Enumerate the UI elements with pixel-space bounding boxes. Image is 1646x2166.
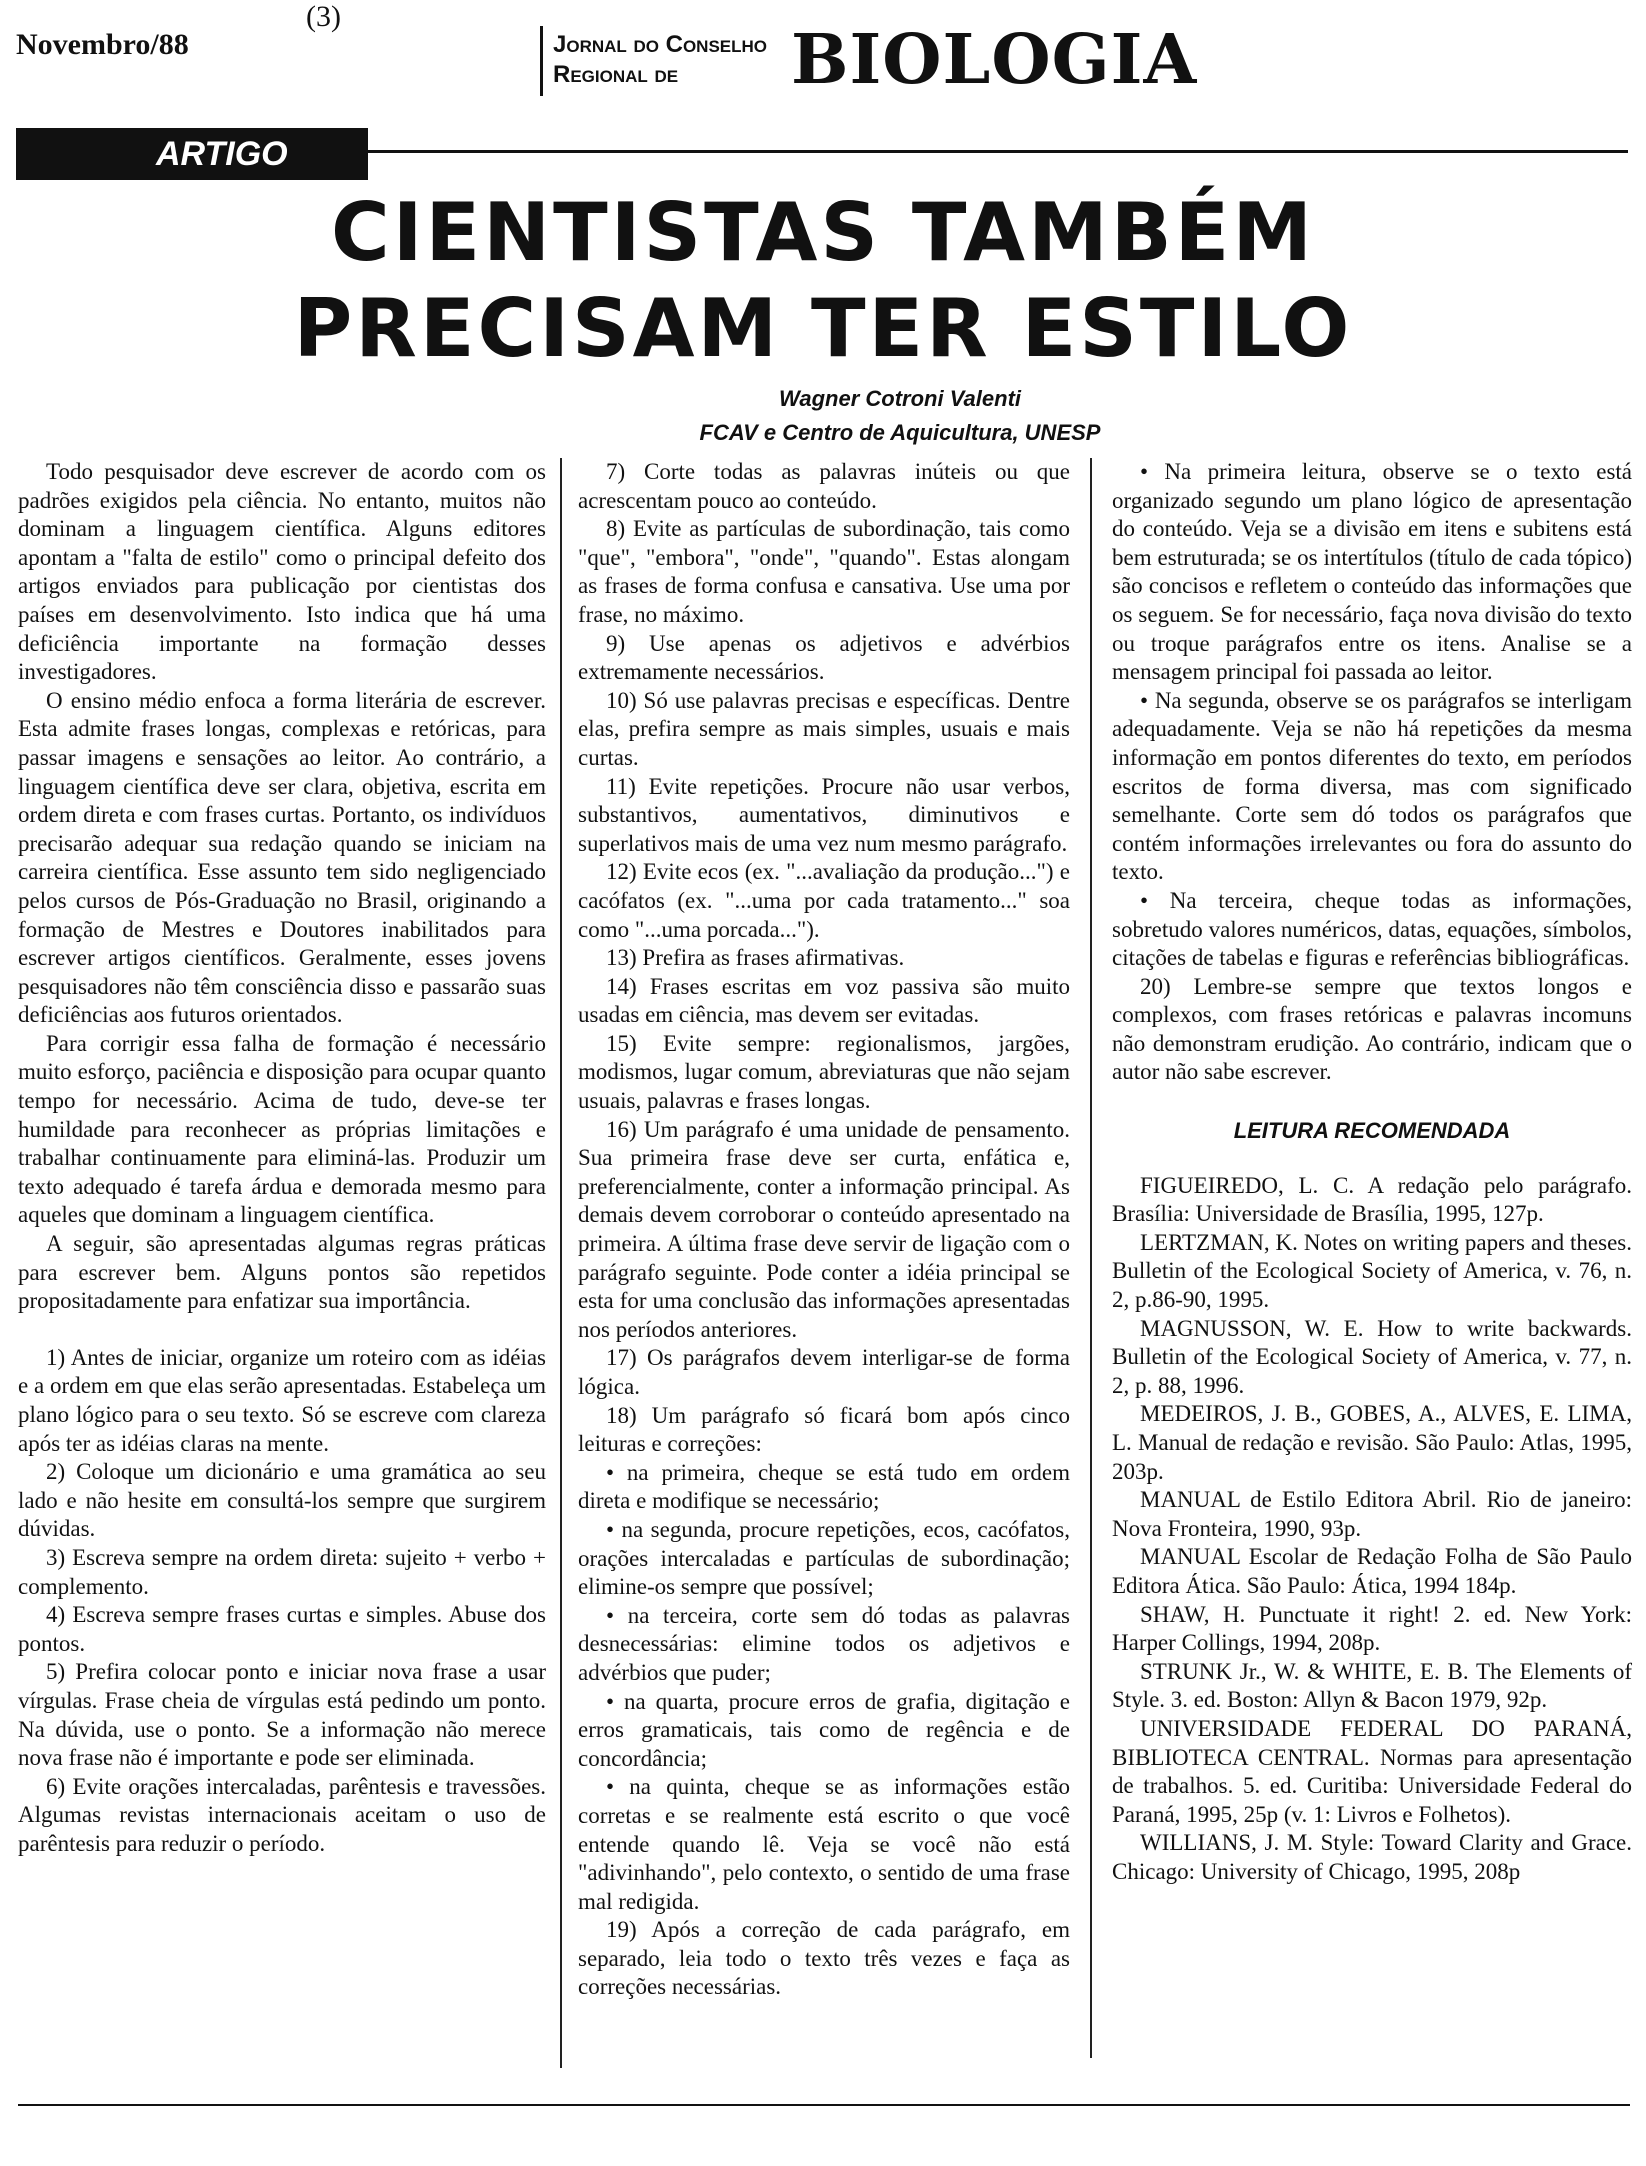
column-divider xyxy=(560,458,562,2068)
reference-item: UNIVERSIDADE FEDERAL DO PARANÁ, BIBLIOTECA CENTRAL. Normas para apresentação de trabalhos. 5. ed. Curitiba: Universidade Federal do Paraná, 1995, 25p (v. 1: Livros e Folhetos). xyxy=(1112,1715,1632,1827)
rule-item: 18) Um parágrafo só ficará bom após cinco leituras e correções: xyxy=(578,1402,1070,1457)
rule-item: 12) Evite ecos (ex. "...avaliação da produção...") e cacófatos (ex. "...uma por cada tratamento..." soa como "...uma porcada..."). xyxy=(578,859,1070,942)
rule-item: 10) Só use palavras precisas e específicas. Dentre elas, prefira sempre as mais simples, usuais e mais curtas. xyxy=(578,687,1070,770)
paragraph: Para corrigir essa falha de formação é necessário muito esforço, paciência e disposição para ocupar quanto tempo for necessário. Acima de tudo, deve-se ter humildade para reconhecer as próprias limitações e trabalhar continuamente para eliminá-las. Produzir um texto adequado é tarefa árdua e demorada mesmo para aqueles que dominam a linguagem científica. xyxy=(18,1030,546,1228)
masthead xyxy=(540,20,1198,100)
rule-item: 2) Coloque um dicionário e uma gramática ao seu lado e não hesite em consultá-los sempre que surgirem dúvidas. xyxy=(18,1459,546,1542)
rule-item: 3) Escreva sempre na ordem direta: sujeito + verbo + complemento. xyxy=(18,1544,546,1599)
bullet-item: • na quarta, procure erros de grafia, digitação e erros gramaticais, tais como de regência e de concordância; xyxy=(578,1688,1070,1771)
bullet-item: • Na primeira leitura, observe se o texto está organizado segundo um plano lógico de apresentação do conteúdo. Veja se a divisão em itens e subitens está bem estruturada; se os intertítulos (título de cada tópico) são concisos e refletem o conteúdo das informações que os seguem. Se for necessário, faça nova divisão do texto ou troque parágrafos entre os itens. Analise se a mensagem principal foi passada ao leitor. xyxy=(1112,459,1632,685)
issue-date: Novembro/88 xyxy=(16,28,189,61)
bullet-item: • na primeira, cheque se está tudo em ordem direta e modifique se necessário; xyxy=(578,1459,1070,1514)
reference-item: FIGUEIREDO, L. C. A redação pelo parágrafo. Brasília: Universidade de Brasília, 1995, 127p. xyxy=(1112,1172,1632,1227)
reference-item: WILLIANS, J. M. Style: Toward Clarity and Grace. Chicago: University of Chicago, 1995, 208p xyxy=(1112,1830,1632,1884)
bullet-item: • na terceira, corte sem dó todas as palavras desnecessárias: elimine todos os adjetivos e advérbios que puder; xyxy=(578,1602,1070,1685)
rule-item: 4) Escreva sempre frases curtas e simples. Abuse dos pontos. xyxy=(18,1602,546,1656)
rule-item: 14) Frases escritas em voz passiva são muito usadas em ciência, mas devem ser evitadas. xyxy=(578,973,1070,1028)
reference-item: MAGNUSSON, W. E. How to write backwards. Bulletin of the Ecological Society of America, v. 77, n. 2, p. 88, 1996. xyxy=(1112,1315,1632,1398)
rule-item: 17) Os parágrafos devem interligar-se de forma lógica. xyxy=(578,1345,1070,1399)
paragraph: O ensino médio enfoca a forma literária de escrever. Esta admite frases longas, complexas e retóricas, para passar imagens e sensações ao leitor. Ao contrário, a linguagem científica deve ser clara, objetiva, escrita em ordem direta e com frases curtas. Portanto, os indivíduos precisarão adequar sua redação quando se iniciam na carreira científica. Esse assunto tem sido negligenciado pelos cursos de Pós-Graduação no Brasil, originando a formação de Mestres e Doutores inabilitados para escrever artigos científicos. Geralmente, esses jovens pesquisadores não têm consciência disso e passarão suas deficiências aos futuros orientados. xyxy=(18,687,546,1028)
reference-item: LERTZMAN, K. Notes on writing papers and theses. Bulletin of the Ecological Society of America, v. 76, n. 2, p.86-90, 1995. xyxy=(1112,1229,1632,1313)
rule-item: 13) Prefira as frases afirmativas. xyxy=(606,945,905,971)
article-headline xyxy=(0,185,1646,377)
rule-item: 20) Lembre-se sempre que textos longos e complexos, com frases retóricas e palavras incomuns não demonstram erudição. Ao contrário, indicam que o autor não sabe escrever. xyxy=(1112,973,1632,1085)
reference-item: STRUNK Jr., W. & WHITE, E. B. The Elements of Style. 3. ed. Boston: Allyn & Bacon 1979, 92p. xyxy=(1112,1658,1632,1713)
column-3 xyxy=(1112,458,1632,1887)
reference-item: SHAW, H. Punctuate it right! 2. ed. New York: Harper Collings, 1994, 208p. xyxy=(1112,1601,1632,1656)
paragraph: A seguir, são apresentadas algumas regras práticas para escrever bem. Alguns pontos são repetidos propositadamente para enfatizar sua importância. xyxy=(18,1231,546,1314)
rule-item: 19) Após a correção de cada parágrafo, em separado, leia todo o texto três vezes e faça as correções necessárias. xyxy=(578,1917,1070,2000)
reference-item: MANUAL de Estilo Editora Abril. Rio de janeiro: Nova Fronteira, 1990, 93p. xyxy=(1112,1487,1632,1541)
author-affiliation: FCAV e Centro de Aquicultura, UNESP xyxy=(699,420,1101,445)
bullet-item: • na segunda, procure repetições, ecos, cacófatos, orações intercaladas e partículas de subordinação; elimine-os sempre que possível; xyxy=(578,1516,1070,1600)
reference-item: MEDEIROS, J. B., GOBES, A., ALVES, E. LIMA, L. Manual de redação e revisão. São Paulo: Atlas, 1995, 203p. xyxy=(1112,1401,1632,1484)
bullet-item: • Na segunda, observe se os parágrafos se interligam adequadamente. Veja se não há repetições da mesma informação em pontos diferentes do texto, em períodos escritos de forma diversa, mas com significado semelhante. Corte sem dó todos os parágrafos que contém informações irrelevantes ou fora do assunto do texto. xyxy=(1112,687,1632,885)
headline-line-2: PRECISAM TER ESTILO xyxy=(293,282,1353,375)
bullet-item: • Na terceira, cheque todas as informações, sobretudo valores numéricos, datas, equações, símbolos, citações de tabelas e figuras e referências bibliográficas. xyxy=(1112,887,1632,971)
author-name: Wagner Cotroni Valenti xyxy=(778,386,1022,411)
column-1 xyxy=(18,458,546,1859)
rule-item: 11) Evite repetições. Procure não usar verbos, substantivos, aumentativos, diminutivos e superlativos mais de uma vez num mesmo parágrafo. xyxy=(578,773,1070,856)
rule-item: 15) Evite sempre: regionalismos, jargões, modismos, lugar comum, abreviaturas que não sejam usuais, palavras e frases longas. xyxy=(578,1030,1070,1114)
reference-item: MANUAL Escolar de Redação Folha de São Paulo Editora Ática. São Paulo: Ática, 1994 184p. xyxy=(1112,1544,1632,1598)
rule-item: 6) Evite orações intercaladas, parêntesis e travessões. Algumas revistas internacionais aceitam o uso de parêntesis para reduzir o período. xyxy=(18,1773,546,1856)
masthead-subtitle xyxy=(553,30,767,90)
rule-item: 7) Corte todas as palavras inúteis ou que acrescentam pouco ao conteúdo. xyxy=(578,459,1070,513)
bullet-item: • na quinta, cheque se as informações estão corretas e se realmente está escrito o que você entende quando lê. Veja se você não está "adivinhando", pelo contexto, o sentido de uma frase mal redigida. xyxy=(578,1774,1070,1914)
rule-item: 5) Prefira colocar ponto e iniciar nova frase a usar vírgulas. Frase cheia de vírgulas está pedindo um ponto. Na dúvida, use o ponto. Se a informação não merece nova frase não é importante e pode ser eliminada. xyxy=(18,1659,546,1771)
masthead-line-1: Jornal do Conselho xyxy=(553,31,768,58)
masthead-line-2: Regional de xyxy=(553,61,679,88)
paragraph: Todo pesquisador deve escrever de acordo com os padrões exigidos pela ciência. No entanto, muitos não dominam a linguagem científica. Alguns editores apontam a "falta de estilo" como o principal defeito dos artigos enviados para publicação por cientistas dos países em desenvolvimento. Isto indica que há uma deficiência importante na formação desses investigadores. xyxy=(18,459,546,685)
page-number-mark: (3) xyxy=(306,0,341,33)
rule-item: 8) Evite as partículas de subordinação, tais como "que", "embora", "onde", "quando". Estas alongam as frases de forma confusa e cansativa. Use uma por frase, no máximo. xyxy=(578,516,1070,627)
rule-item: 1) Antes de iniciar, organize um roteiro com as idéias e a ordem em que elas serão apresentadas. Estabeleça um plano lógico para o seu texto. Só se escreve com clareza após ter as idéias claras na mente. xyxy=(18,1344,546,1456)
column-2 xyxy=(578,458,1070,2002)
rule-item: 9) Use apenas os adjetivos e advérbios extremamente necessários. xyxy=(578,630,1070,685)
masthead-title: BIOLOGIA xyxy=(791,20,1198,100)
footer-rule xyxy=(18,2104,1630,2106)
byline xyxy=(600,382,1200,450)
reading-heading: LEITURA RECOMENDADA xyxy=(1233,1118,1511,1144)
section-tag: ARTIGO xyxy=(16,128,368,180)
headline-line-1: CIENTISTAS TAMBÉM xyxy=(331,186,1315,279)
column-divider xyxy=(1090,458,1092,2058)
section-rule xyxy=(368,150,1628,153)
rule-item: 16) Um parágrafo é uma unidade de pensamento. Sua primeira frase deve ser curta, enfática e, preferencialmente, conter a informação principal. As demais devem corroborar o conteúdo apresentado na primeira. A última frase deve servir de ligação com o parágrafo seguinte. Pode conter a idéia principal se esta for uma conclusão das informações apresentadas nos períodos anteriores. xyxy=(578,1116,1070,1342)
